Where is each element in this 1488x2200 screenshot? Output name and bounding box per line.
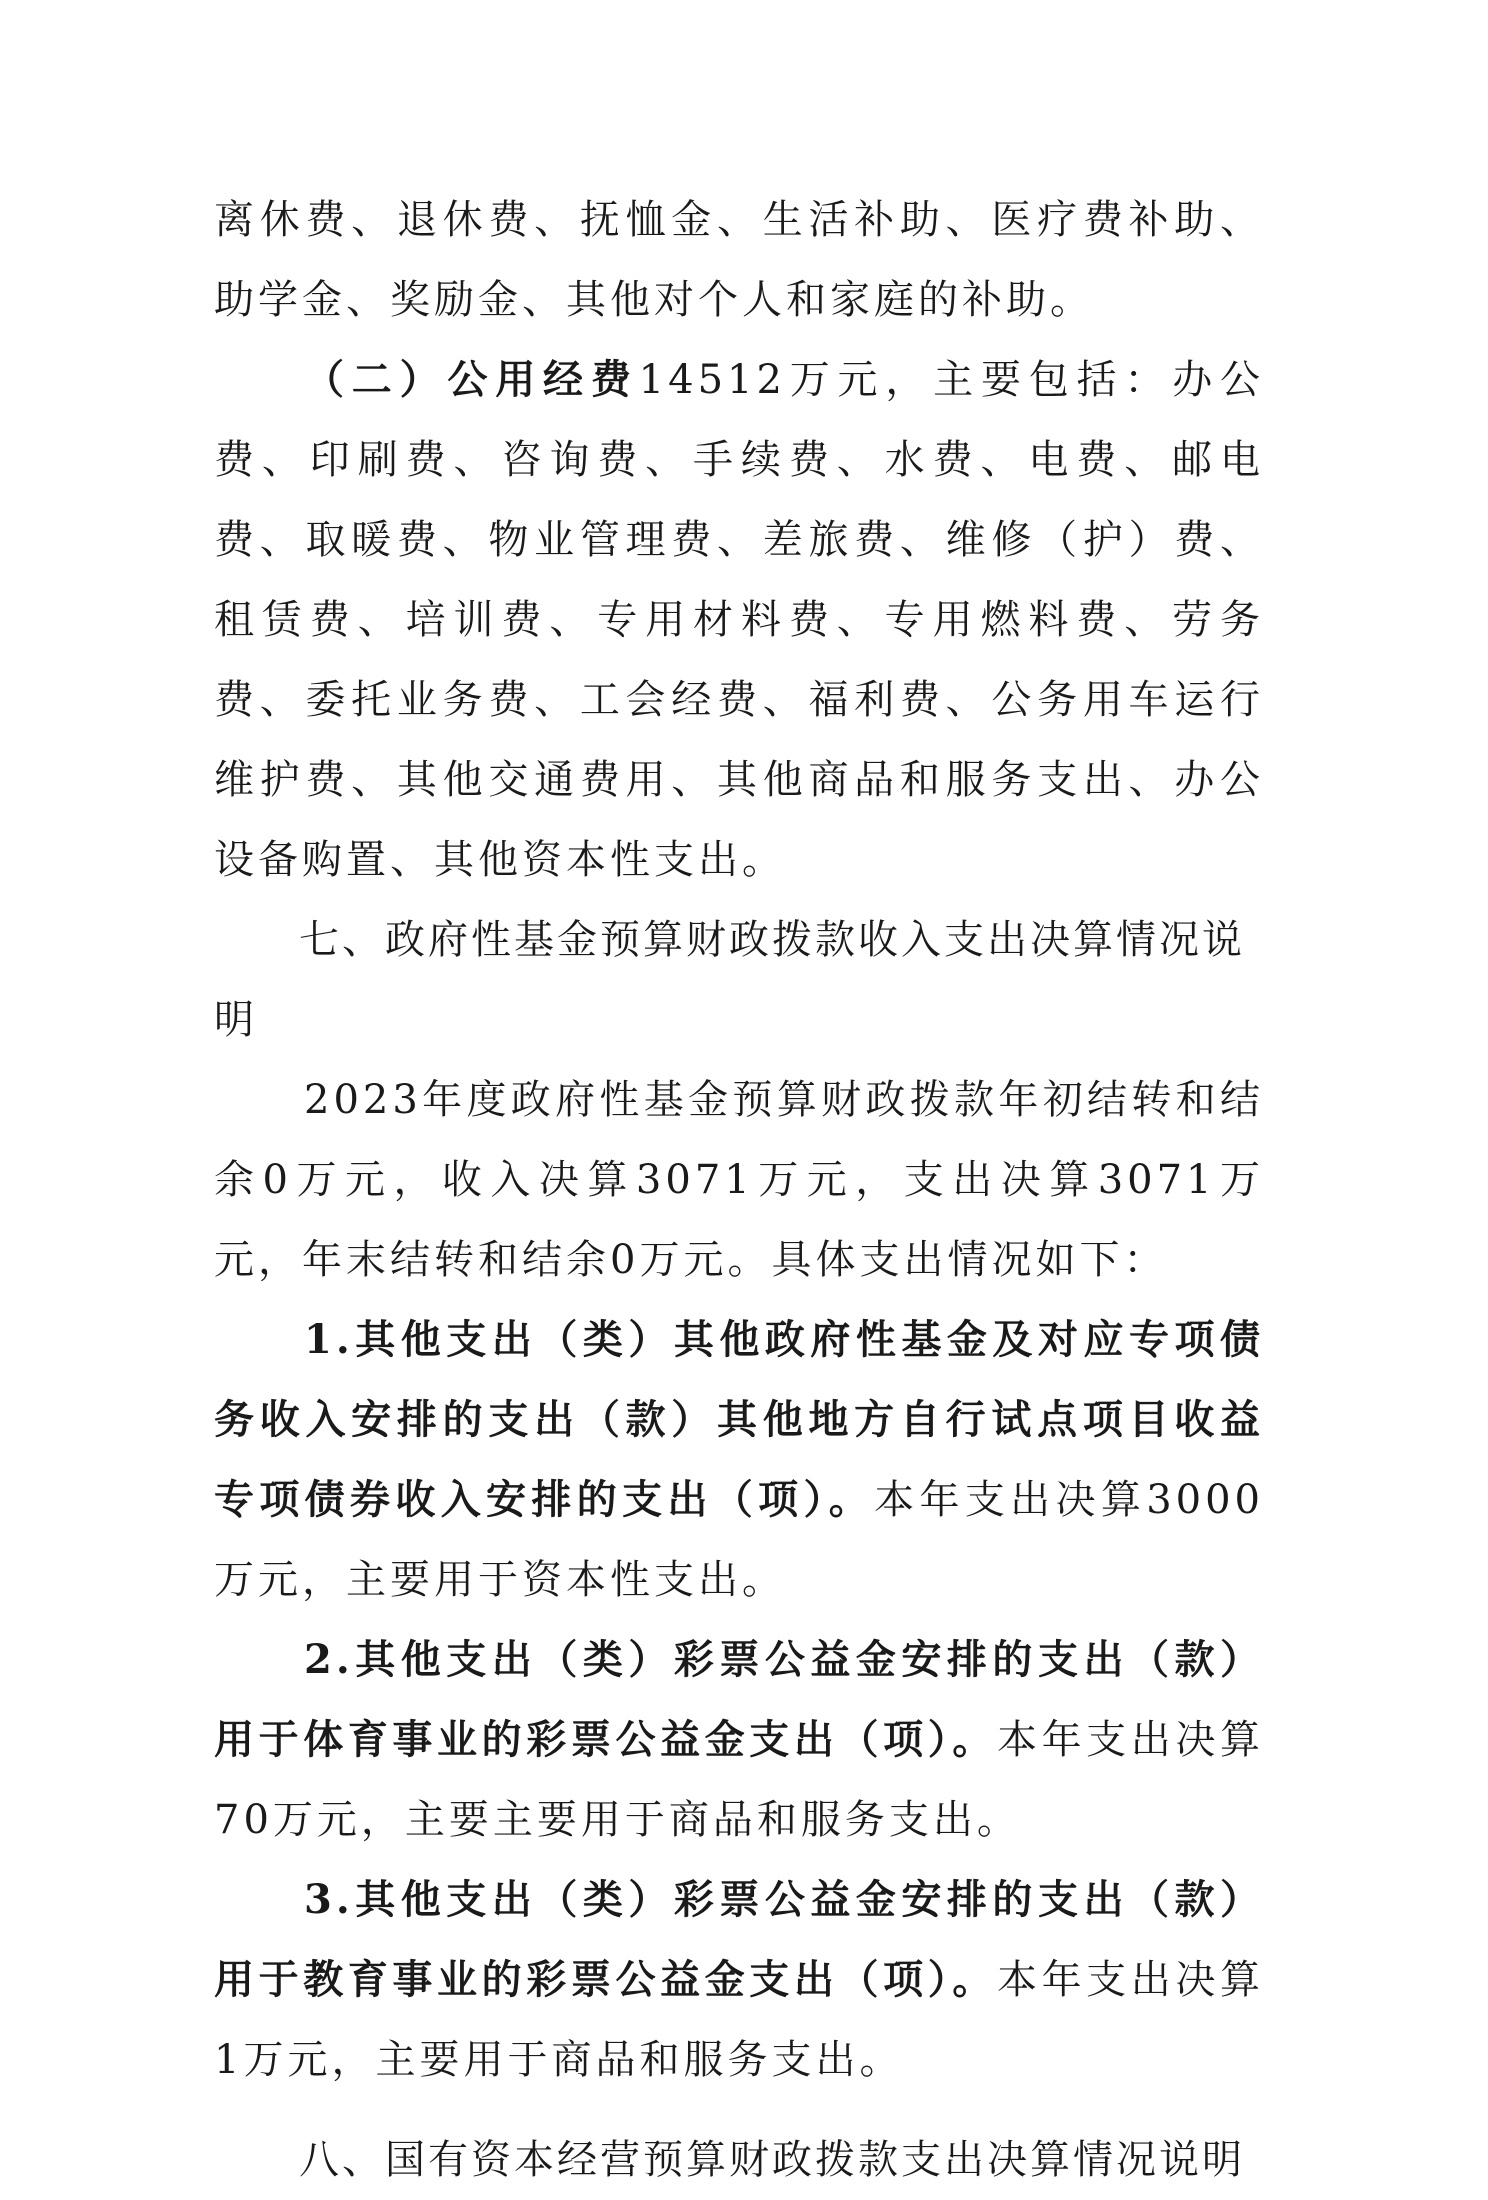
document-page (214, 180, 1264, 2200)
list-item-3-text: 本年支出决算1万元，主要用于商品和服务支出。 (214, 1957, 1265, 2083)
list-item-2-label: 2.其他支出（类）彩票公益金安排的支出（款）用于体育事业的彩票公益金支出（项）。 (214, 1636, 1264, 1763)
paragraph-public-funds (214, 340, 1264, 900)
list-item-2 (214, 1620, 1264, 1860)
list-item-1-text: 本年支出决算3000万元，主要用于资本性支出。 (214, 1477, 1265, 1603)
paragraph-fund-summary: 2023年度政府性基金预算财政拨款年初结转和结余0万元，收入决算3071万元，支出决算3071万元，年末结转和结余0万元。具体支出情况如下： (214, 1077, 1264, 1283)
list-item-3-label: 3.其他支出（类）彩票公益金安排的支出（款）用于教育事业的彩票公益金支出（项）。 (214, 1876, 1264, 2003)
list-item-3 (214, 1860, 1264, 2100)
section-heading-8: 八、国有资本经营预算财政拨款支出决算情况说明 (299, 2137, 1245, 2183)
public-funds-text: 14512万元，主要包括：办公费、印刷费、咨询费、手续费、水费、电费、邮电费、取暖费、物业管理费、差旅费、维修（护）费、租赁费、培训费、专用材料费、专用燃料费、劳务费、委托业务费、工会经费、福利费、公务用车运行维护费、其他交通费用、其他商品和服务支出、办公设备购置、其他资本性支出。 (214, 357, 1265, 883)
list-item-2-text: 本年支出决算70万元，主要主要用于商品和服务支出。 (214, 1717, 1265, 1843)
paragraph-transfer-items: 离休费、退休费、抚恤金、生活补助、医疗费补助、助学金、奖励金、其他对个人和家庭的补助。 (214, 197, 1264, 323)
list-item-1 (214, 1300, 1264, 1620)
section-spacer (214, 2100, 1264, 2120)
public-funds-label: （二）公用经费 (304, 356, 639, 403)
list-item-1-label: 1.其他支出（类）其他政府性基金及对应专项债务收入安排的支出（款）其他地方自行试点项目收益专项债券收入安排的支出（项）。 (214, 1316, 1264, 1523)
section-heading-7: 七、政府性基金预算财政拨款收入支出决算情况说明 (214, 917, 1245, 1043)
